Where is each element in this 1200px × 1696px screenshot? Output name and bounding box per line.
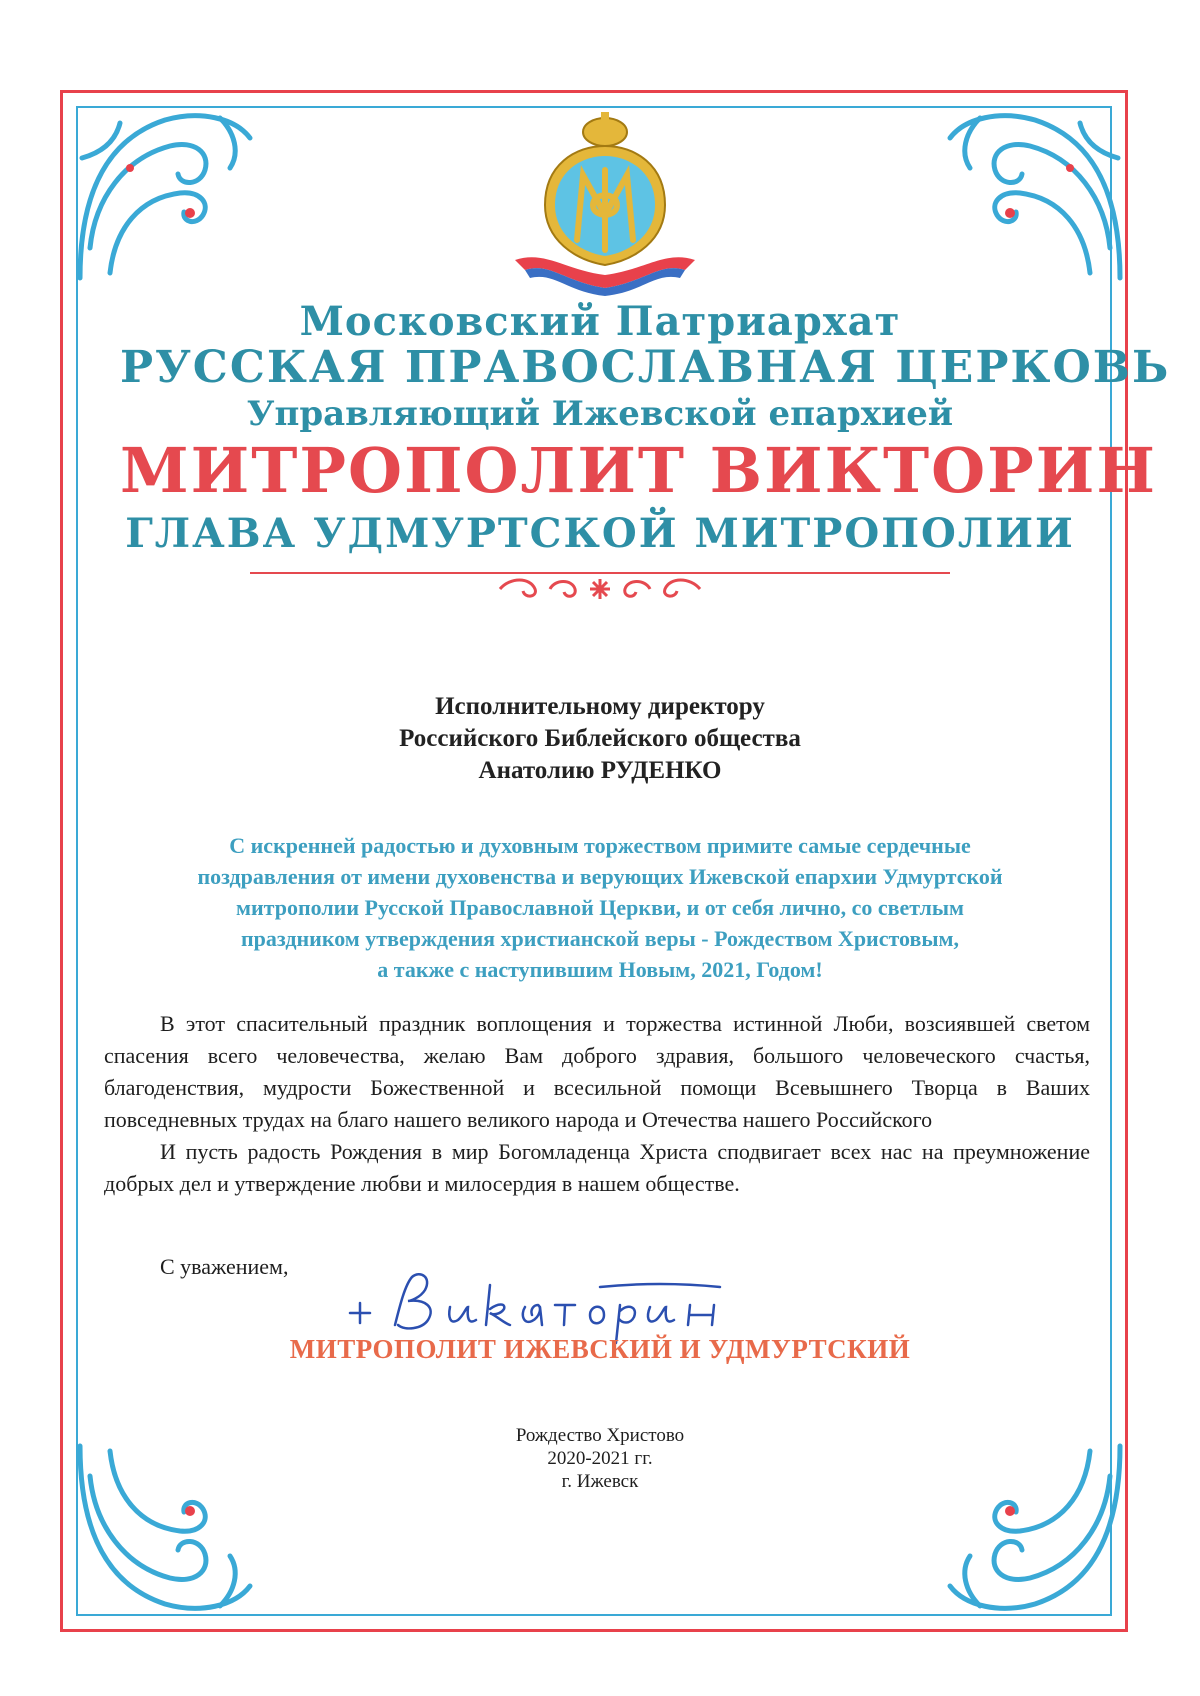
- patriarchal-emblem-icon: [505, 110, 705, 300]
- ornamental-divider-icon: [250, 567, 950, 603]
- handwritten-signature-icon: [340, 1265, 780, 1345]
- signer-title: МИТРОПОЛИТ ИЖЕВСКИЙ И УДМУРТСКИЙ: [289, 1334, 911, 1364]
- body-paragraph: В этот спасительный праздник воплощения и торжества истинной Люби, возсиявшей светом спасения всего человечества, желаю Вам доброго здравия, большого человеческого счастья, благоденствия, мудрости Божественной и всесильной помощи Всевышнего Творца в Ваших повседневных трудах на благо нашего великого народа и Отечества нашего Российского: [104, 1011, 1090, 1132]
- body-paragraph: И пусть радость Рождения в мир Богомладенца Христа сподвигает всех нас на преумножение добрых дел и утверждение любви и милосердия в нашем обществе.: [104, 1139, 1090, 1196]
- footer-city: г. Ижевск: [561, 1471, 639, 1492]
- header-patriarchate: Московский Патриархат: [299, 298, 901, 345]
- addressee-position: Исполнительному директору: [435, 693, 765, 720]
- addressee-organization: Российского Библейского общества: [399, 725, 801, 752]
- greeting-line: С искренней радостью и духовным торжеством примите самые сердечные: [229, 833, 971, 858]
- greeting-block: [140, 830, 1060, 985]
- closing-regards: С уважением,: [160, 1254, 289, 1279]
- footer-occasion: Рождество Христово: [515, 1425, 685, 1446]
- corner-ornament-icon: [70, 1436, 260, 1626]
- corner-ornament-icon: [70, 98, 260, 288]
- greeting-line: поздравления от имени духовенства и верующих Ижевской епархии Удмуртской: [197, 864, 1003, 889]
- greeting-line: митрополии Русской Православной Церкви, и от себя лично, со светлым: [235, 895, 965, 920]
- letter-body: [104, 1008, 1090, 1200]
- corner-ornament-icon: [940, 1436, 1130, 1626]
- header-church: РУССКАЯ ПРАВОСЛАВНАЯ ЦЕРКОВЬ: [120, 342, 1171, 393]
- header-eparchy: Управляющий Ижевской епархией: [246, 394, 954, 434]
- addressee-name: Анатолию РУДЕНКО: [478, 757, 722, 784]
- corner-ornament-icon: [940, 98, 1130, 288]
- footer-years: 2020-2021 гг.: [547, 1448, 653, 1469]
- greeting-line: праздником утверждения христианской веры - Рождеством Христовым,: [240, 926, 960, 951]
- header-metropolitan-name: МИТРОПОЛИТ ВИКТОРИН: [120, 434, 1157, 507]
- header-metropolia: ГЛАВА УДМУРТСКОЙ МИТРОПОЛИИ: [125, 510, 1075, 557]
- greeting-line: а также с наступившим Новым, 2021, Годом!: [377, 957, 823, 982]
